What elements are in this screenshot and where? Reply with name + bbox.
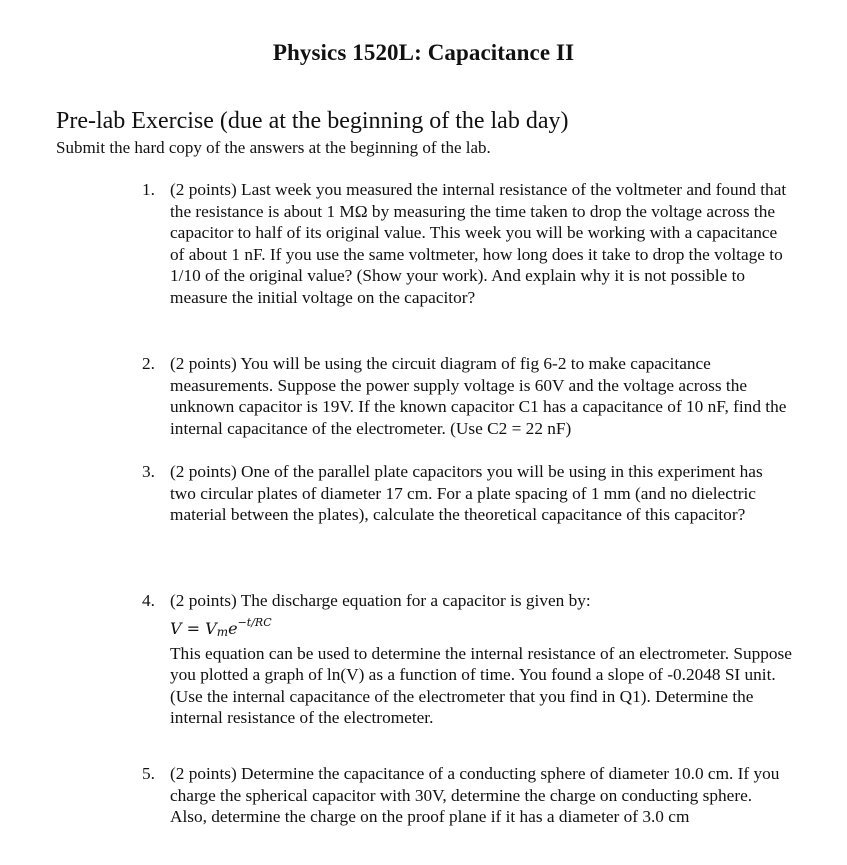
section-subtitle: Submit the hard copy of the answers at the beginning of the lab. [56,138,491,157]
question-text: This equation can be used to determine the internal resistance of an electrometer. Suppose you plotted a graph of ln(V) as a function of time. You found a slope of -0.2048 SI unit. (Use the internal capacitance of the electrometer that you find in Q1). Determine the internal resistance of the electrometer. [170,643,792,728]
question-5 [142,763,792,828]
question-4 [142,590,792,729]
equation-exponent: −t/RC [237,615,272,629]
equation-base-subscript: m [216,624,229,639]
question-text: (2 points) You will be using the circuit diagram of fig 6-2 to make capacitance measurements. Suppose the power supply voltage is 60V and the voltage across the unknown capacitor is 19V. If the known capacitor C1 has a capacitance of 10 nF, find the internal capacitance of the electrometer. (Use C2 = 22 nF) [170,354,787,438]
equation-equals: = [186,618,201,638]
equation-base: V [205,618,217,638]
question-1 [142,179,792,309]
question-2 [142,353,792,439]
question-text: (2 points) Determine the capacitance of a conducting sphere of diameter 10.0 cm. If you charge the spherical capacitor with 30V, determine the charge on conducting sphere. Also, determine the charge on the proof plane if it has a diameter of 3.0 cm [170,764,780,827]
question-number: 4. [142,591,155,610]
question-number: 2. [142,354,155,373]
question-intro: (2 points) The discharge equation for a capacitor is given by: [170,591,591,610]
document-title: Physics 1520L: Capacitance II [272,40,575,65]
equation-lhs: V [170,618,182,638]
question-number: 1. [142,180,155,199]
question-text: (2 points) Last week you measured the internal resistance of the voltmeter and found that the resistance is about 1 MΩ by measuring the time taken to drop the voltage across the capacitor to half of its original value. This week you will be working with a capacitance of about 1 nF. If you use the same voltmeter, how long does it take to drop the voltage to 1/10 of the original value? (Show your work). And explain why it is not possible to measure the initial voltage on the capacitor? [170,180,787,307]
question-3 [142,461,792,526]
section-heading: Pre-lab Exercise (due at the beginning of the lab day) [56,108,569,134]
discharge-equation [170,612,792,643]
equation-e: e [228,618,238,638]
question-text: (2 points) One of the parallel plate capacitors you will be using in this experiment has two circular plates of diameter 17 cm. For a plate spacing of 1 mm (and no dielectric material between the plates), calculate the theoretical capacitance of this capacitor? [170,462,763,525]
question-number: 5. [142,764,155,783]
question-number: 3. [142,462,155,481]
